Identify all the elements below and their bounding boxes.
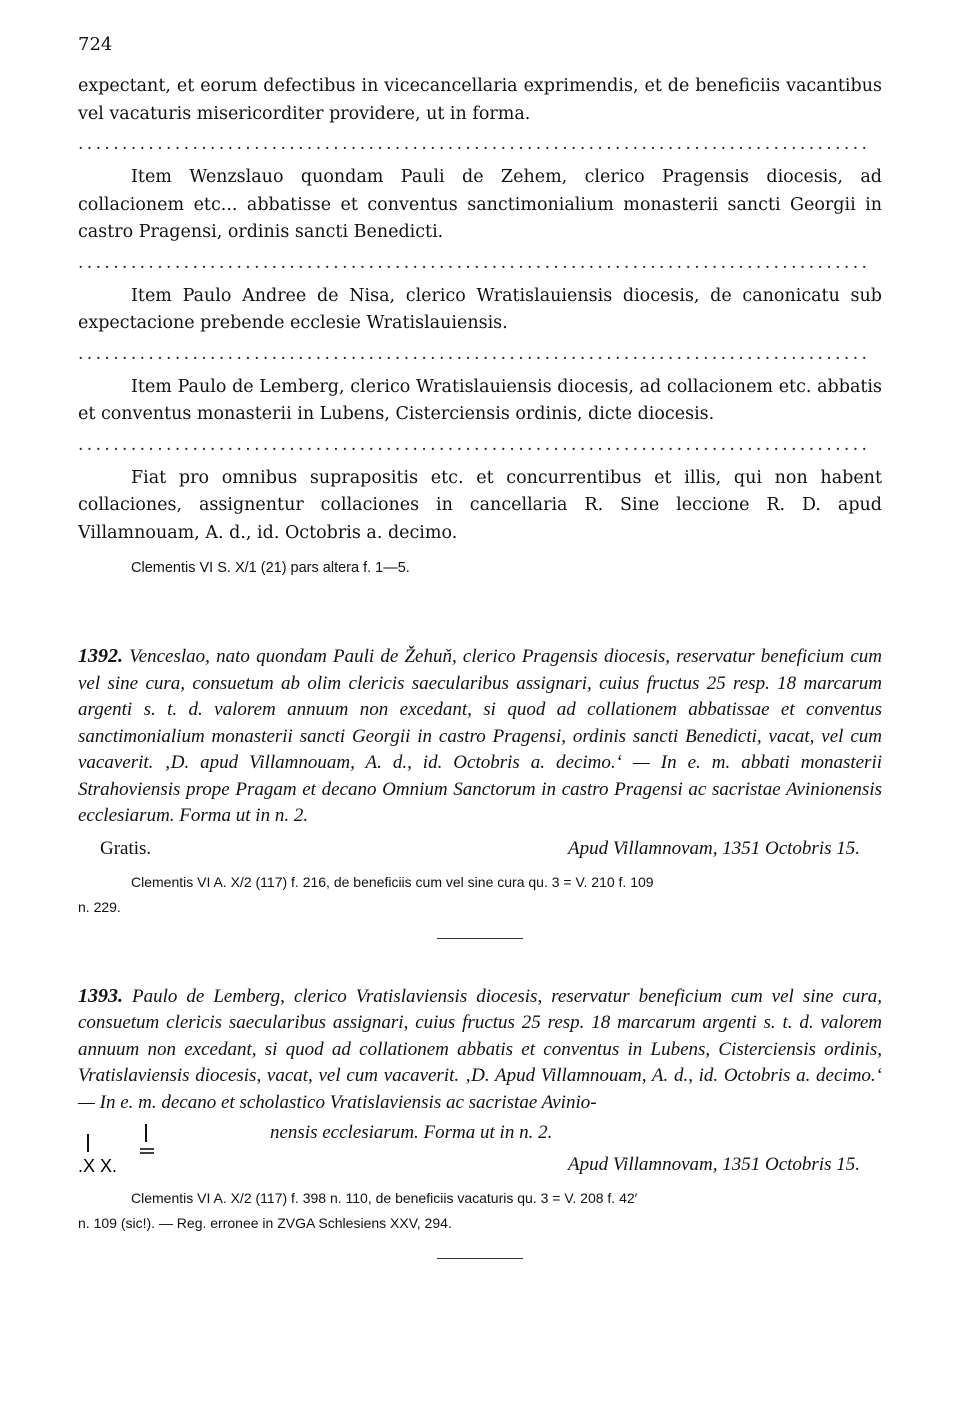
separator-rule — [437, 938, 523, 939]
entry-text: Paulo de Lemberg, clerico Vratislaviensis diocesis, reservatur beneficium cum vel sine cura, consuetum clericis saecularibus assignari, cuius fructus 25 resp. 18 marcarum argenti s. t. d. valorem annuum non excedant, si quod ad collationem abbatis et conventus in Lubens, Cisterciensis ordinis, Vratislaviensis diocesis, vacat, vel cum vacaverit. ‚D. Apud Villamnouam, A. d., id. Octobris a. decimo.‘ — In e. m. decano et scholastico Vratislaviensis ac sacristae Avinio- — [78, 985, 883, 1113]
entry-source — [78, 1186, 882, 1236]
source-line-2: n. 229. — [78, 898, 121, 915]
entry-footer — [78, 838, 882, 860]
entry-source — [78, 870, 882, 920]
paragraph-wenzslauo: Item Wenzslauo quondam Pauli de Zehem, clerico Pragensis diocesis, ad collacionem etc... abbatisse et conventus sanctimonialium monasterii sancti Georgii in castro Pragensi, ordinis sancti Benedicti. — [78, 167, 882, 242]
document-page — [78, 34, 882, 1259]
separator-rule — [437, 1258, 523, 1259]
paragraph-expectant: expectant, et eorum defectibus in vicecancellaria exprimendis, et de beneficiis vacantibus vel vacaturis misericorditer providere, ut in forma. — [78, 76, 882, 124]
top-section — [78, 73, 882, 581]
source-line-1: Clementis VI A. X/2 (117) f. 398 n. 110, de beneficiis vacaturis qu. 3 = V. 208 f. 42′ — [131, 1190, 638, 1206]
entry-number: 1393. — [78, 984, 123, 1007]
source-reference: Clementis VI S. X/1 (21) pars altera f. 1—5. — [131, 560, 410, 576]
paragraph-fiat: Fiat pro omnibus suprapositis etc. et concurrentibus et illis, qui non habent collaciones, assignentur collaciones in cancellaria R. Sine leccione R. D. apud Villamnouam, A. d., id. Octobris a. decimo. — [78, 467, 882, 543]
gratis-note: Gratis. — [100, 837, 152, 859]
entry-last-line: nensis ecclesiarum. Forma ut in n. 2. — [270, 1121, 553, 1143]
paragraph-paulo-lemberg: Item Paulo de Lemberg, clerico Wratislauiensis diocesis, ad collacionem etc. abbatis et conventus monasterii in Lubens, Cisterciensis ordinis, dicte diocesis. — [78, 376, 882, 424]
entry-body — [78, 643, 882, 830]
source-line-2: n. 109 (sic!). — Reg. erronee in ZVGA Schlesiens XXV, 294. — [78, 1215, 452, 1231]
entry-number: 1392. — [78, 645, 123, 667]
entry-1393 — [78, 983, 882, 1260]
ellipsis-divider: .......................................................................................... — [78, 434, 871, 455]
paragraph-paulo-andree: Item Paulo Andree de Nisa, clerico Wratislauiensis diocesis, de canonicatu sub expectacione prebende ecclesie Wratislauiensis. — [78, 285, 882, 333]
entry-footer — [78, 1116, 882, 1176]
page-number: 724 — [78, 34, 113, 55]
entry-1392 — [78, 643, 882, 939]
entry-date: Apud Villamnovam, 1351 Octobris 15. — [567, 1154, 860, 1175]
entry-tail — [198, 1122, 882, 1177]
tax-mark-strokes — [78, 1116, 198, 1176]
tax-marks — [78, 1116, 198, 1176]
ellipsis-divider: .......................................................................................... — [78, 252, 871, 273]
entry-body — [78, 983, 882, 1117]
source-line-1: Clementis VI A. X/2 (117) f. 216, de beneficiis cum vel sine cura qu. 3 = V. 210 f. 109 — [131, 873, 654, 890]
ellipsis-divider: .......................................................................................... — [78, 134, 871, 154]
ellipsis-divider: .......................................................................................... — [78, 343, 871, 364]
entry-text: Venceslao, nato quondam Pauli de Žehuň, clerico Pragensis diocesis, reservatur beneficium cum vel sine cura, consuetum ab olim clericis saecularibus assignari, cuius fructus 25 resp. 18 marcarum argenti s. t. d. valorem annuum non excedant, si quod ad collationem abbatissae et conventus sanctimonialium monasterii sancti Georgii in castro Pragensi, ordinis sancti Benedicti, vacat, vel cum vacaverit. ‚D. apud Villamnouam, A. d., id. Octobris a. decimo.‘ — In e. m. abbati monasterii Strahoviensis prope Pragam et decano Omnium Sanctorum in castro Pragensi ac sacristae Avinionensis ecclesiarum. Forma ut in n. 2. — [78, 646, 882, 826]
entry-date: Apud Villamnovam, 1351 Octobris 15. — [567, 837, 860, 859]
tax-mark-text: .X X. — [78, 1156, 118, 1176]
